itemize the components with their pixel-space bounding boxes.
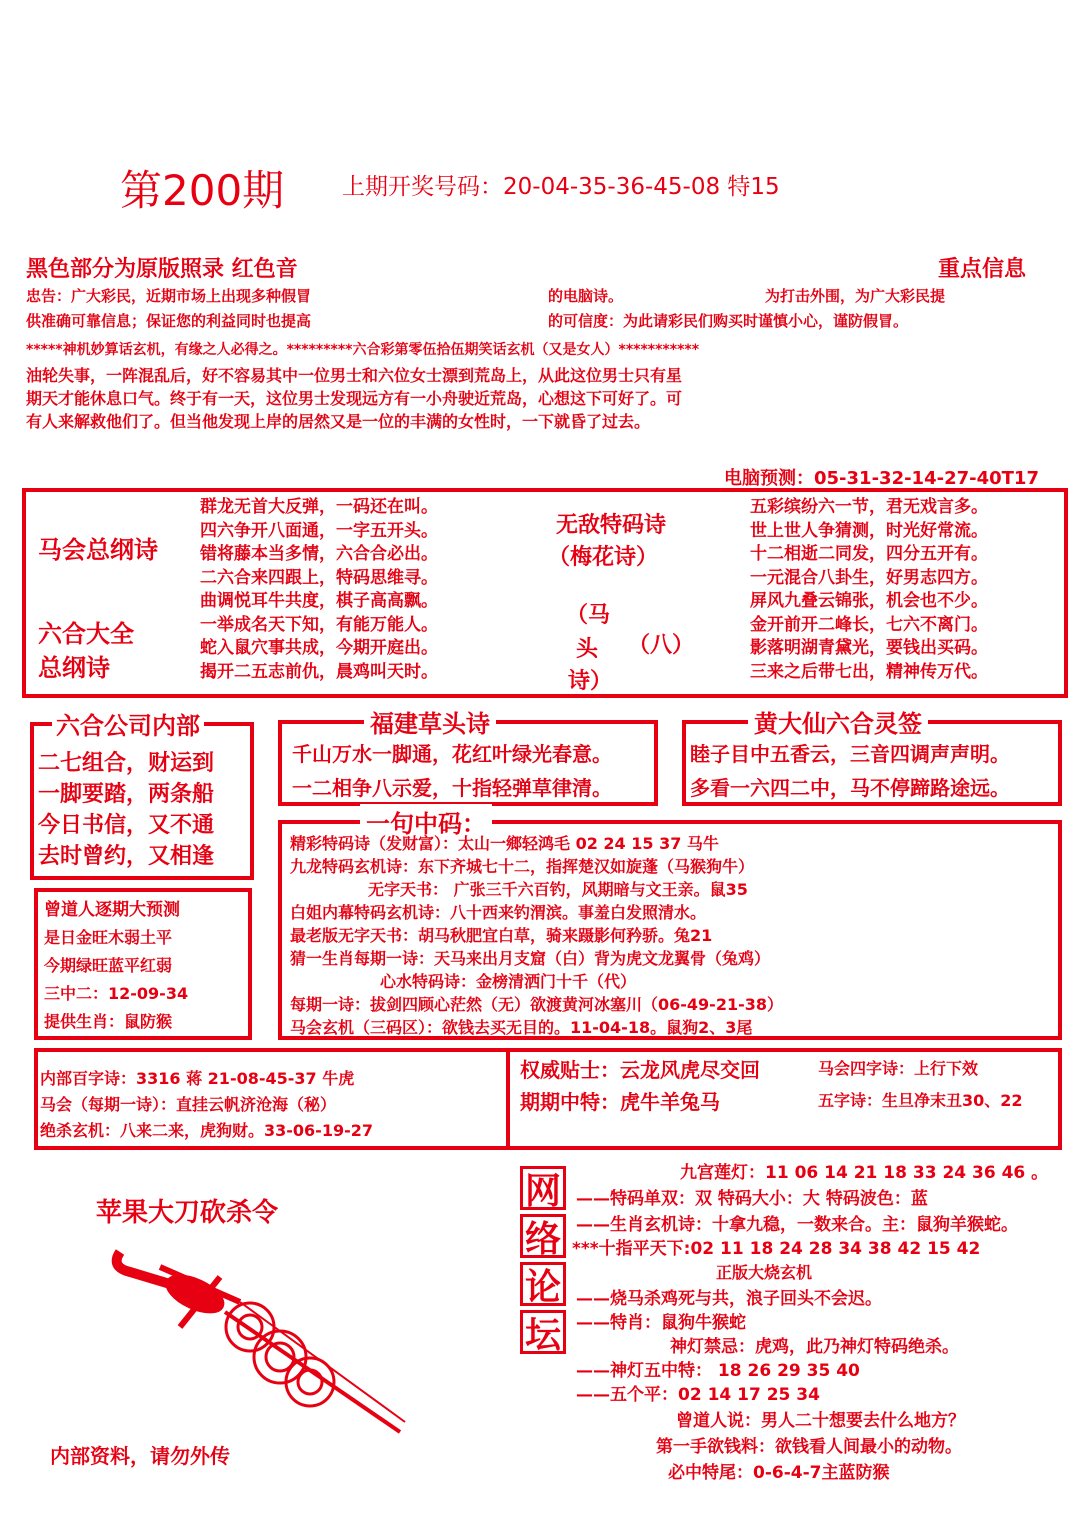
fujian-line-1: 千山万水一脚通，花红叶绿光春意。 xyxy=(292,742,612,766)
mid-vertical-1: （马 xyxy=(566,603,611,628)
authority-four-char: 马会四字诗：上行下效 xyxy=(818,1059,979,1078)
zeng-daoren-lines xyxy=(44,896,188,1036)
forum-line: 第一手欲钱料：欲钱看人间最小的动物。 xyxy=(656,1437,962,1457)
mid-vertical-3: 诗） xyxy=(568,669,613,694)
one-sentence-lines xyxy=(290,832,783,1039)
forum-line: ——烧马杀鸡死与共，浪子回头不会迟。 xyxy=(576,1289,882,1309)
notice-line-1b: 的电脑诗。 xyxy=(548,287,624,305)
right-poem-line: 十二相逝二同发，四分五开有。 xyxy=(750,544,988,564)
notice-line-1c: 为打击外围，为广大彩民提 xyxy=(765,287,946,305)
forum-char-2: 络 xyxy=(520,1214,566,1258)
internal-line-2: 马会（每期一诗）：直挂云帆济沧海（秘） xyxy=(40,1095,337,1114)
forum-line: 神灯禁忌：虎鸡，此乃神灯特码绝杀。 xyxy=(670,1337,959,1357)
mid-title-1: 无敌特码诗 xyxy=(556,513,667,538)
mid-vertical-2: 头 xyxy=(576,637,599,662)
left-poem-line: 一举成名天下知，有能万能人。 xyxy=(200,614,438,635)
left-poem-line: 群龙无首大反弹，一码还在叫。 xyxy=(200,497,438,517)
left-title-2b: 总纲诗 xyxy=(38,654,110,682)
zeng-line: 提供生肖：鼠防猴 xyxy=(44,1012,173,1031)
mid-title-2: （梅花诗） xyxy=(548,545,659,570)
forum-line: 必中特尾：0-6-4-7主蓝防猴 xyxy=(668,1463,890,1483)
original-notice: 黑色部分为原版照录 红色音 xyxy=(26,257,298,282)
huang-daxian-title: 黄大仙六合灵签 xyxy=(748,704,928,739)
left-poem-line: 曲调悦耳牛共度，棋子高高飘。 xyxy=(200,591,438,611)
notice-line-1a: 忠告：广大彩民，近期市场上出现多种假冒 xyxy=(26,287,312,305)
forum-line: 正版大烧玄机 xyxy=(716,1263,813,1282)
key-info-label: 重点信息 xyxy=(938,257,1027,282)
sentence-line: 心水特码诗：金榜清洒门十千（代） xyxy=(380,972,637,991)
apple-footer: 内部资料，请勿外传 xyxy=(50,1444,230,1468)
sentence-line: 猜一生肖每期一诗：天马来出月支窟（白）背为虎文龙翼骨（兔鸡） xyxy=(290,949,771,968)
forum-line: 曾道人说：男人二十想要去什么地方？ xyxy=(676,1411,965,1431)
forum-line: ——生肖玄机诗：十拿九稳，一数来合。主：鼠狗羊猴蛇。 xyxy=(576,1215,1018,1235)
sentence-line: 马会玄机（三码区）：欲钱去买无目的。11-04-18。鼠狗2、3尾 xyxy=(290,1018,753,1037)
right-poem-line: 世上世人争猜测，时光好常流。 xyxy=(750,520,988,541)
mid-number: （八） xyxy=(628,633,695,658)
authority-tip: 权威贴士：云龙风虎尽交回 xyxy=(520,1058,760,1082)
left-poem-line: 四六争开八面通，一字五开头。 xyxy=(200,520,438,541)
fujian-title: 福建草头诗 xyxy=(364,704,496,739)
right-poem-line: 三来之后带七出，精神传万代。 xyxy=(750,661,988,682)
forum-line: ——特码单双：双 特码大小：大 特码波色：蓝 xyxy=(576,1189,928,1209)
zeng-line: 今期绿旺蓝平红弱 xyxy=(44,956,173,975)
left-poem-line: 错将藤本当多情，六合合必出。 xyxy=(200,544,438,564)
authority-period-special: 期期中特：虎牛羊兔马 xyxy=(520,1090,720,1114)
forum-char-4: 坛 xyxy=(520,1310,566,1354)
joke-line-1: 油轮失事，一阵混乱后，好不容易其中一位男士和六位女士漂到荒岛上，从此这位男士只有星 xyxy=(26,366,683,385)
internal-line-3: 绝杀玄机：八来二来，虎狗财。33-06-19-27 xyxy=(40,1121,373,1140)
sword-illustration xyxy=(100,1232,420,1442)
one-sentence-title: 一句中码： xyxy=(360,804,492,839)
right-poem-line: 一元混合八卦生，好男志四方。 xyxy=(750,567,988,588)
right-poem-line: 影落明湖青黛光，要钱出买码。 xyxy=(750,638,988,658)
left-title-2a: 六合大全 xyxy=(38,620,134,648)
left-poem-line: 二六合来四跟上，特码思维寻。 xyxy=(200,567,438,588)
huang-daxian-line-2: 多看一六四二中，马不停蹄路途远。 xyxy=(690,776,1010,800)
forum-line: ——神灯五中特： 18 26 29 35 40 xyxy=(576,1361,860,1381)
internal-line-1: 内部百字诗：3316 蒋 21-08-45-37 牛虎 xyxy=(40,1069,355,1088)
apple-title: 苹果大刀砍杀令 xyxy=(96,1198,279,1228)
company-line: 去时曾约，又相逢 xyxy=(38,844,215,869)
sentence-line: 无字天书： 广张三千六百钓，风期暗与文王亲。鼠35 xyxy=(368,880,748,899)
right-poem-lines xyxy=(750,496,988,684)
fujian-line-2: 一二相争八示爱，十指轻弹草律清。 xyxy=(292,776,612,800)
left-poem-lines xyxy=(200,496,438,684)
forum-line: ——五个平：02 14 17 25 34 xyxy=(576,1385,820,1405)
forum-line: ——特肖：鼠狗牛猴蛇 xyxy=(576,1313,746,1333)
zeng-line: 是日金旺木弱土平 xyxy=(44,928,173,947)
authority-five-char: 五字诗：生旦净末丑30、22 xyxy=(818,1091,1023,1110)
issue-number: 第200期 xyxy=(120,166,285,215)
notice-line-2a: 供准确可靠信息；保证您的利益同时也提高 xyxy=(26,312,312,330)
joke-line-3: 有人来解救他们了。但当他发现上岸的居然又是一位的丰满的女性时，一下就昏了过去。 xyxy=(26,412,651,431)
left-title-1: 马会总纲诗 xyxy=(38,536,158,564)
right-poem-line: 屏风九叠云锦张，机会也不少。 xyxy=(750,591,988,611)
joke-line-2: 期天才能休息口气。终于有一天，这位男士发现远方有一小舟驶近荒岛，心想这下可好了。可 xyxy=(26,389,683,408)
forum-char-1: 网 xyxy=(520,1166,566,1210)
company-line: 今日书信，又不通 xyxy=(38,813,215,838)
notice-line-2b: 的可信度：为此请彩民们购买时谨慎小心，谨防假冒。 xyxy=(548,312,909,330)
forum-char-3: 论 xyxy=(520,1262,566,1306)
company-line: 一脚要踏，两条船 xyxy=(38,782,215,807)
liuhe-company-lines xyxy=(38,748,214,872)
left-poem-line: 蛇入鼠穴事共成，今期开庭出。 xyxy=(200,638,438,658)
right-poem-line: 金开前开二峰长，七六不离门。 xyxy=(750,614,988,635)
joke-title: *****神机妙算话玄机，有缘之人必得之。*********六合彩第零伍拾伍期笑话玄机（又是女人）*********** xyxy=(26,342,700,358)
left-poem-line: 揭开二五志前仇，晨鸡叫天时。 xyxy=(200,661,438,682)
liuhe-company-title: 六合公司内部 xyxy=(52,706,204,741)
last-draw-numbers: 上期开奖号码：20-04-35-36-45-08 特15 xyxy=(342,174,780,200)
sentence-line: 九龙特码玄机诗：东下齐城七十二，指挥楚汉如旋蓬（马猴狗牛） xyxy=(290,857,755,876)
computer-forecast: 电脑预测：05-31-32-14-27-40T17 xyxy=(724,468,1039,489)
sentence-line: 白姐内幕特码玄机诗：八十西来钓渭滨。事羞白发照清水。 xyxy=(290,903,707,922)
sentence-line: 最老版无字天书：胡马秋肥宜白草，骑来蹑影何矜骄。兔21 xyxy=(290,926,713,945)
internal-divider xyxy=(506,1048,510,1150)
zeng-line: 曾道人逐期大预测 xyxy=(44,900,180,920)
sentence-line: 精彩特码诗（发财富）：太山一鄉轻鸿毛 02 24 15 37 马牛 xyxy=(290,834,719,853)
forum-line: ***十指平天下:02 11 18 24 28 34 38 42 15 42 xyxy=(572,1239,981,1259)
company-line: 二七组合，财运到 xyxy=(38,751,215,776)
sentence-line: 每期一诗：拔剑四顾心茫然（无）欲渡黄河冰塞川（06-49-21-38） xyxy=(290,995,783,1014)
forum-line: 九宫莲灯：11 06 14 21 18 33 24 36 46 。 xyxy=(680,1163,1049,1183)
huang-daxian-line-1: 睦子目中五香云，三音四调声声明。 xyxy=(690,742,1010,766)
right-poem-line: 五彩缤纷六一节，君无戏言多。 xyxy=(750,497,988,517)
zeng-line: 三中二：12-09-34 xyxy=(44,984,189,1003)
